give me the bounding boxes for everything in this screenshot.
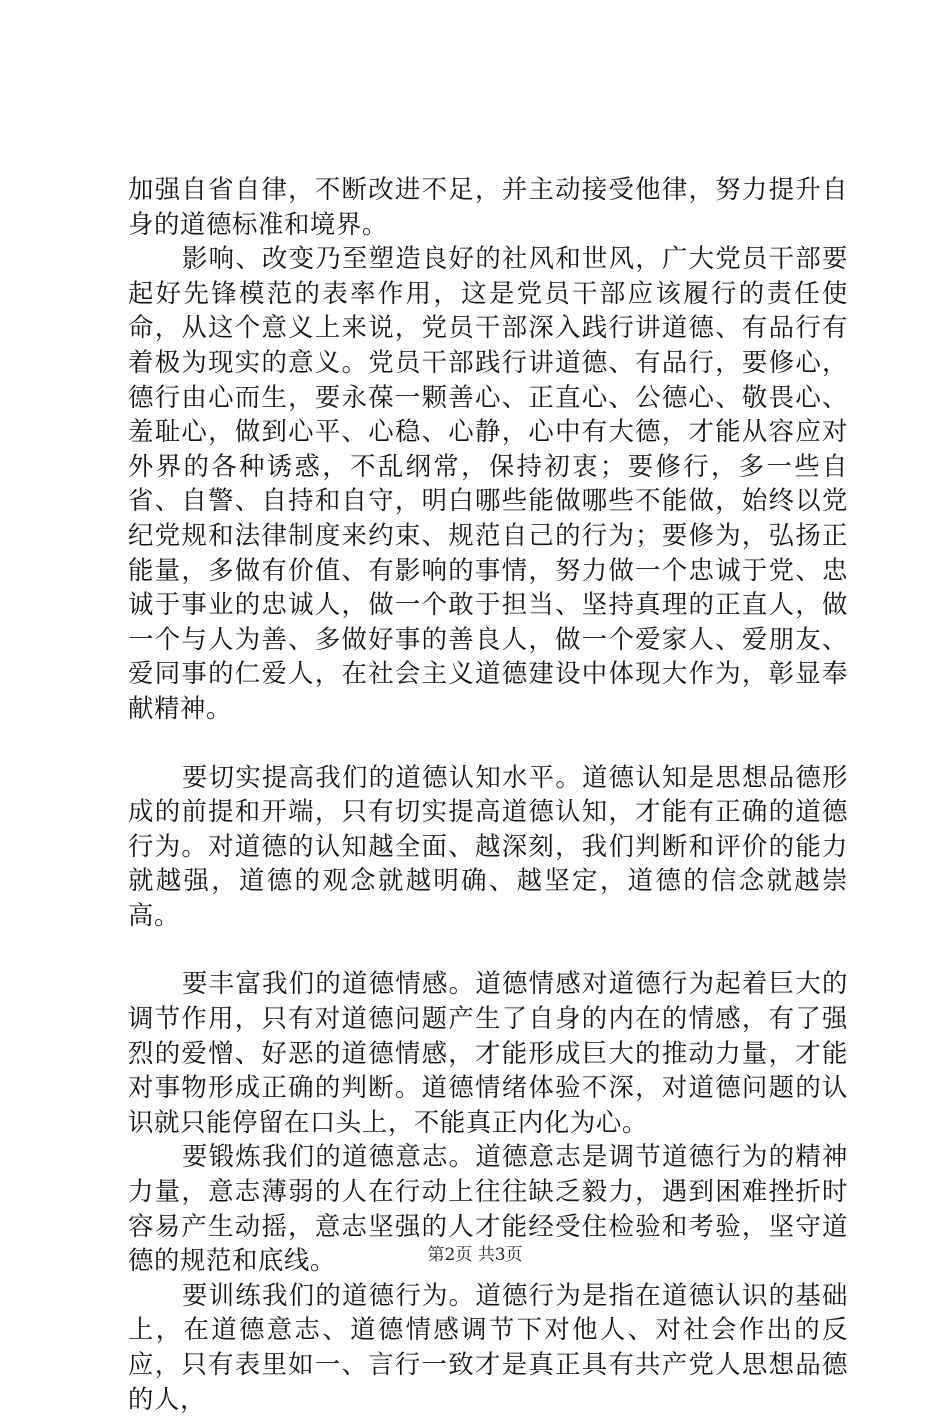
paragraph-2: 影响、改变乃至塑造良好的社风和世风，广大党员干部要起好先锋模范的表率作用，这是党员干部应该履行的责任使命，从这个意义上来说，党员干部深入践行讲道德、有品行有着极为现实的意义。党员干部践行讲道德、有品行，要修心，德行由心而生，要永葆一颗善心、正直心、公德心、敬畏心、羞耻心，做到心平、心稳、心静，心中有大德，才能从容应对外界的各种诱惑，不乱纲常，保持初衷；要修行，多一些自省、自警、自持和自守，明白哪些能做哪些不能做，始终以党纪党规和法律制度来约束、规范自己的行为；要修为，弘扬正能量，多做有价值、有影响的事情，努力做一个忠诚于党、忠诚于事业的忠诚人，做一个敢于担当、坚持真理的正直人，做一个与人为善、多做好事的善良人，做一个爱家人、爱朋友、爱同事的仁爱人，在社会主义道德建设中体现大作为，彰显奉献精神。 — [128, 243, 848, 723]
paragraph-6: 要训练我们的道德行为。道德行为是指在道德认识的基础上，在道德意志、道德情感调节下对他人、对社会作出的反应，只有表里如一、言行一致才是真正具有共产党人思想品德的人， — [128, 1279, 848, 1414]
paragraph-5: 要锻炼我们的道德意志。道德意志是调节道德行为的精神力量，意志薄弱的人在行动上往往缺乏毅力，遇到困难挫折时容易产生动摇，意志坚强的人才能经受住检验和考验，坚守道德的规范和底线。 — [128, 1141, 848, 1276]
paragraph-3: 要切实提高我们的道德认知水平。道德认知是思想品德形成的前提和开端，只有切实提高道德认知，才能有正确的道德行为。对道德的认知越全面、越深刻，我们判断和评价的能力就越强，道德的观念就越明确、越坚定，道德的信念就越崇高。 — [128, 761, 848, 930]
document-body — [128, 172, 848, 1416]
page-footer: 第2页 共3页 — [427, 1245, 523, 1265]
paragraph-4: 要丰富我们的道德情感。道德情感对道德行为起着巨大的调节作用，只有对道德问题产生了自身的内在的情感，有了强烈的爱憎、好恶的道德情感，才能形成巨大的推动力量，才能对事物形成正确的判断。道德情绪体验不深，对道德问题的认识就只能停留在口头上，不能真正内化为心。 — [128, 968, 848, 1137]
paragraph-1: 加强自省自律，不断改进不足，并主动接受他律，努力提升自身的道德标准和境界。 — [128, 174, 848, 239]
